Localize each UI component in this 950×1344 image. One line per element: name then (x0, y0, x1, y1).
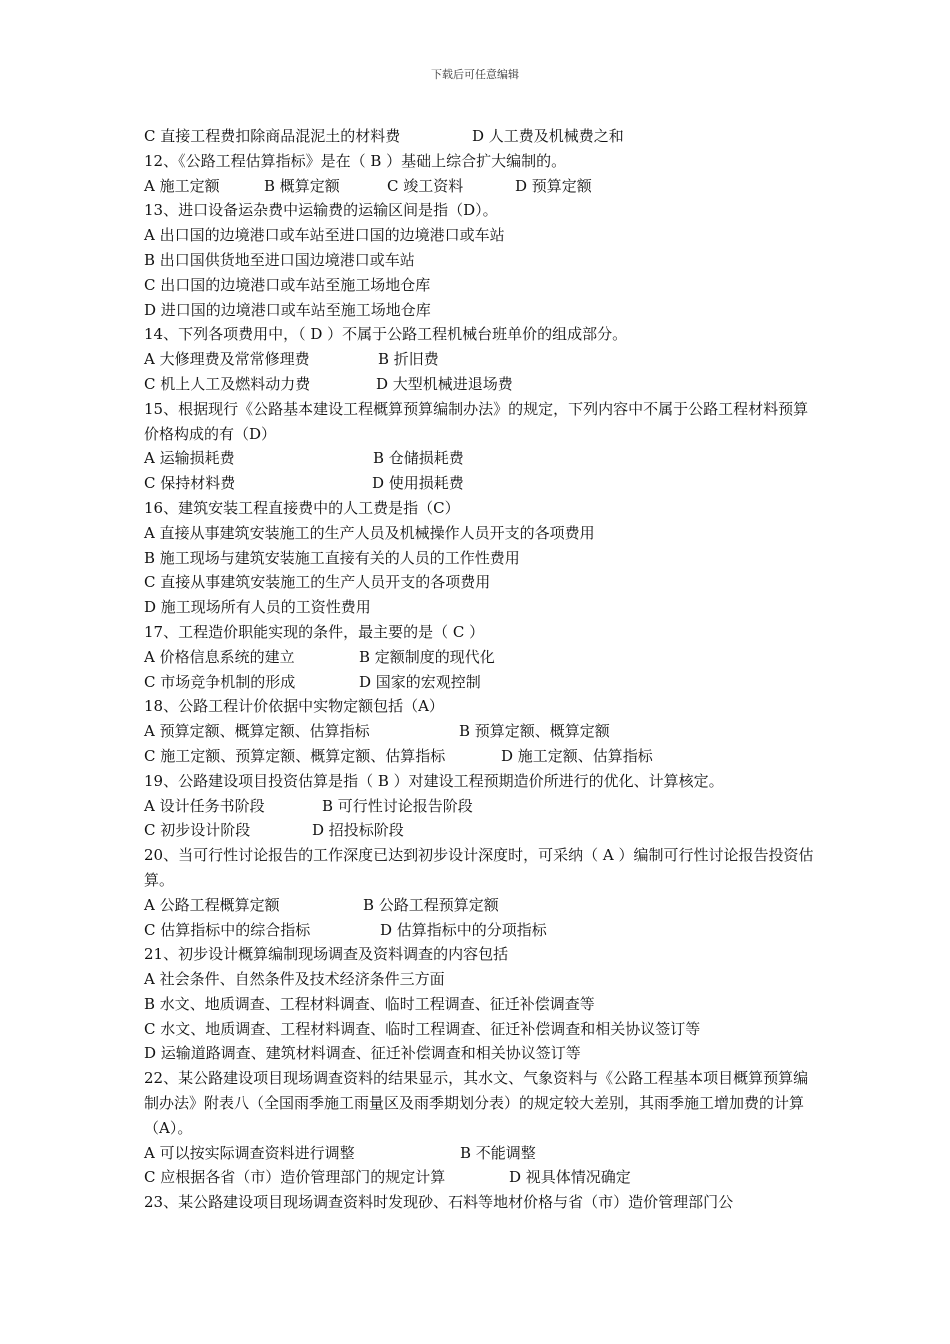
question-17: 17、工程造价职能实现的条件，最主要的是（ C ） (144, 622, 485, 641)
option-d: D 估算指标中的分项指标 (380, 920, 547, 939)
option-line (144, 1165, 814, 1190)
option-c: C 机上人工及燃料动力费 (144, 374, 311, 393)
option-line (144, 818, 814, 843)
option-line (144, 372, 814, 397)
option-d: D 国家的宏观控制 (359, 672, 481, 691)
question-18: 18、公路工程计价依据中实物定额包括（A） (144, 697, 444, 716)
option-line (144, 794, 814, 819)
option-c: C 直接从事建筑安装施工的生产人员开支的各项费用 (144, 573, 491, 592)
option-a: A 可以按实际调查资料进行调整 (144, 1143, 355, 1162)
option-line (144, 446, 814, 471)
option-d: D 人工费及机械费之和 (472, 127, 624, 145)
option-b: B 出口国供货地至进口国边境港口或车站 (144, 250, 415, 269)
option-c: C 施工定额、预算定额、概算定额、估算指标 (144, 746, 446, 765)
option-b: B 可行性讨论报告阶段 (322, 796, 473, 815)
option-line (144, 893, 814, 918)
option-d: D 视具体情况确定 (509, 1168, 631, 1187)
option-a: A 社会条件、自然条件及技术经济条件三方面 (144, 970, 445, 989)
option-d: D 预算定额 (515, 176, 592, 195)
option-line (144, 918, 814, 943)
option-d: D 大型机械进退场费 (376, 374, 513, 393)
option-a: A 公路工程概算定额 (144, 895, 280, 914)
option-c: C 水文、地质调查、工程材料调查、临时工程调查、征迁补偿调查和相关协议签订等 (144, 1019, 701, 1038)
option-c: C 应根据各省（市）造价管理部门的规定计算 (144, 1168, 446, 1187)
option-a: A 运输损耗费 (144, 449, 235, 468)
option-c: C 估算指标中的综合指标 (144, 920, 311, 939)
option-d: D 施工现场所有人员的工资性费用 (144, 598, 371, 617)
option-line (144, 719, 814, 744)
option-c: C 市场竞争机制的形成 (144, 672, 296, 691)
option-d: D 进口国的边境港口或车站至施工场地仓库 (144, 300, 431, 319)
option-line (144, 174, 814, 199)
option-line (144, 471, 814, 496)
option-b: B 水文、地质调查、工程材料调查、临时工程调查、征迁补偿调查等 (144, 994, 595, 1013)
option-a: A 价格信息系统的建立 (144, 647, 295, 666)
question-12: 12、《公路工程估算指标》是在（ B ）基础上综合扩大编制的。 (144, 151, 567, 170)
option-line (144, 670, 814, 695)
option-b: B 预算定额、概算定额 (459, 722, 610, 741)
question-13: 13、进口设备运杂费中运输费的运输区间是指（D）。 (144, 201, 498, 220)
question-19: 19、公路建设项目投资估算是指（ B ）对建设工程预期造价所进行的优化、计算核定。 (144, 771, 724, 790)
option-b: B 仓储损耗费 (373, 449, 464, 468)
option-a: A 出口国的边境港口或车站至进口国的边境港口或车站 (144, 226, 505, 245)
option-a: A 施工定额 (144, 176, 220, 195)
option-line (144, 744, 814, 769)
option-c: C 出口国的边境港口或车站至施工场地仓库 (144, 275, 431, 294)
option-b: B 施工现场与建筑安装施工直接有关的人员的工作性费用 (144, 548, 520, 567)
option-line (144, 645, 814, 670)
page-header: 下载后可任意编辑 (431, 68, 519, 81)
question-21: 21、初步设计概算编制现场调查及资料调查的内容包括 (144, 945, 509, 964)
question-14: 14、下列各项费用中，（ D ）不属于公路工程机械台班单价的组成部分。 (144, 325, 628, 344)
option-b: B 不能调整 (460, 1143, 536, 1162)
option-line (144, 1141, 814, 1166)
question-22: 22、某公路建设项目现场调查资料的结果显示，其水文、气象资料与《公路工程基本项目概算预算编制办法》附表八（全国雨季施工雨量区及雨季期划分表）的规定较大差别，其雨季施工增加费的计算（A）。 (144, 1069, 809, 1137)
option-c: C 保持材料费 (144, 474, 236, 493)
option-a: A 预算定额、概算定额、估算指标 (144, 722, 370, 741)
option-a: A 大修理费及常常修理费 (144, 350, 310, 369)
option-c: C 直接工程费扣除商品混泥土的材料费 (144, 127, 401, 145)
option-b: B 定额制度的现代化 (359, 647, 495, 666)
option-d: D 施工定额、估算指标 (501, 746, 653, 765)
option-b: B 概算定额 (264, 176, 340, 195)
document-body (144, 124, 814, 1215)
option-d: D 运输道路调查、建筑材料调查、征迁补偿调查和相关协议签订等 (144, 1044, 581, 1063)
question-23: 23、某公路建设项目现场调查资料时发现砂、石料等地材价格与省（市）造价管理部门公 (144, 1193, 734, 1212)
option-b: B 折旧费 (378, 350, 439, 369)
question-20: 20、当可行性讨论报告的工作深度已达到初步设计深度时，可采纳（ A ）编制可行性讨论报告投资估算。 (144, 846, 814, 889)
question-15: 15、根据现行《公路基本建设工程概算预算编制办法》的规定，下列内容中不属于公路工程材料预算价格构成的有（D） (144, 399, 809, 443)
option-a: A 直接从事建筑安装施工的生产人员及机械操作人员开支的各项费用 (144, 523, 595, 542)
option-line (144, 124, 814, 149)
option-d: D 使用损耗费 (372, 474, 464, 493)
option-b: B 公路工程预算定额 (363, 895, 499, 914)
option-c: C 竣工资料 (387, 176, 464, 195)
option-a: A 设计任务书阶段 (144, 796, 265, 815)
option-c: C 初步设计阶段 (144, 821, 251, 840)
option-d: D 招投标阶段 (312, 821, 404, 840)
option-line (144, 347, 814, 372)
question-16: 16、建筑安装工程直接费中的人工费是指（C） (144, 498, 460, 517)
